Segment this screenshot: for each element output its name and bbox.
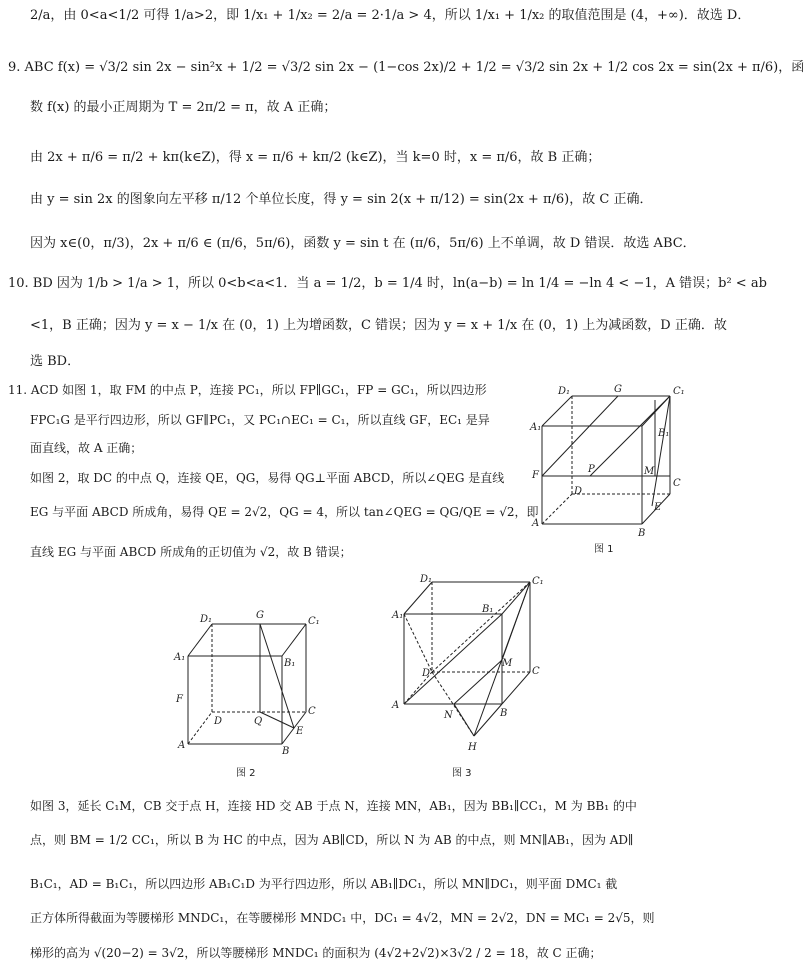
text-line: 如图 3，延长 C₁M，CB 交于点 H，连接 HD 交 AB 于点 N，连接 MN，AB₁，因为 BB₁∥CC₁，M 为 BB₁ 的中 <box>30 799 637 813</box>
text-line: 点，则 BM = 1/2 CC₁，所以 B 为 HC 的中点，因为 AB∥CD，所以 N 为 AB 的中点，则 MN∥AB₁，因为 AD∥ <box>30 833 634 847</box>
figure-3-caption: 图 3 <box>452 768 472 779</box>
label-Q: Q <box>254 716 263 727</box>
text-line: 数 f(x) 的最小正周期为 T = 2π/2 = π，故 A 正确； <box>30 100 337 115</box>
label-D1: D₁ <box>420 574 433 585</box>
text-line: 选 BD． <box>30 354 81 369</box>
label-P: P <box>588 464 595 475</box>
label-E: E <box>654 502 662 513</box>
label-C: C <box>308 706 316 717</box>
label-D: D <box>574 486 583 497</box>
label-C: C <box>532 666 540 677</box>
label-A1: A₁ <box>392 610 404 621</box>
label-B1: B₁ <box>658 428 670 439</box>
text-line: 正方体所得截面为等腰梯形 MNDC₁，在等腰梯形 MNDC₁ 中，DC₁ = 4√2，MN = 2√2，DN = MC₁ = 2√5，则 <box>30 911 655 925</box>
text-line: 由 2x + π/6 = π/2 + kπ(k∈Z)，得 x = π/6 + kπ/2 (k∈Z)，当 k=0 时，x = π/6，故 B 正确； <box>30 150 601 165</box>
label-G: G <box>614 384 622 395</box>
label-D: D <box>422 668 431 679</box>
figure-2-caption: 图 2 <box>236 768 256 779</box>
text-line: <1，B 正确；因为 y = x − 1/x 在 (0，1) 上为增函数，C 错误；因为 y = x + 1/x 在 (0，1) 上为减函数，D 正确．故 <box>30 318 727 333</box>
label-N: N <box>444 710 453 721</box>
figure-1-cube <box>530 378 690 538</box>
text-line: 由 y = sin 2x 的图象向左平移 π/12 个单位长度，得 y = sin 2(x + π/12) = sin(2x + π/6)，故 C 正确． <box>30 192 653 207</box>
figure-1-caption: 图 1 <box>594 544 614 555</box>
label-A: A <box>178 740 186 751</box>
text-line: 11. ACD 如图 1，取 FM 的中点 P，连接 PC₁，所以 FP∥GC₁，FP = GC₁，所以四边形 <box>8 383 487 397</box>
label-C1: C₁ <box>673 386 685 397</box>
label-A1: A₁ <box>174 652 186 663</box>
text-line: 2/a，由 0<a<1/2 可得 1/a>2，即 1/x₁ + 1/x₂ = 2/a = 2·1/a > 4，所以 1/x₁ + 1/x₂ 的取值范围是 (4，+∞)．故选 D． <box>30 8 751 23</box>
label-F: F <box>176 694 183 705</box>
label-D1: D₁ <box>200 614 213 625</box>
label-B: B <box>638 528 646 539</box>
text-line: 直线 EG 与平面 ABCD 所成角的正切值为 √2，故 B 错误； <box>30 545 352 559</box>
text-line: EG 与平面 ABCD 所成角，易得 QE = 2√2，QG = 4，所以 tan∠QEG = QG/QE = √2，即 <box>30 505 539 519</box>
figure-2-cube <box>170 606 330 758</box>
label-B1: B₁ <box>284 658 296 669</box>
label-A1: A₁ <box>530 422 542 433</box>
label-A: A <box>532 518 540 529</box>
label-C1: C₁ <box>532 576 544 587</box>
label-C: C <box>673 478 681 489</box>
label-D1: D₁ <box>558 386 571 397</box>
text-line: 因为 x∈(0，π/3)，2x + π/6 ∈ (π/6，5π/6)，函数 y = sin t 在 (π/6，5π/6) 上不单调，故 D 错误．故选 ABC． <box>30 236 696 251</box>
label-F: F <box>532 470 539 481</box>
text-line: 面直线，故 A 正确； <box>30 441 143 455</box>
label-B: B <box>282 746 290 757</box>
label-A: A <box>392 700 400 711</box>
label-M: M <box>644 466 655 477</box>
text-line: B₁C₁，AD = B₁C₁，所以四边形 AB₁C₁D 为平行四边形，所以 AB₁∥DC₁，所以 MN∥DC₁，则平面 DMC₁ 截 <box>30 877 618 891</box>
label-G: G <box>256 610 264 621</box>
text-line: 如图 2，取 DC 的中点 Q，连接 QE，QG，易得 QG⊥平面 ABCD，所以∠QEG 是直线 <box>30 471 505 485</box>
text-line: 9. ABC f(x) = √3/2 sin 2x − sin²x + 1/2 = √3/2 sin 2x − (1−cos 2x)/2 + 1/2 = √3/2 sin 2x + 1/2 cos 2x = sin(2x + π/6)，函 <box>8 60 804 75</box>
label-E: E <box>296 726 304 737</box>
label-B: B <box>500 708 508 719</box>
label-B1: B₁ <box>482 604 494 615</box>
text-line: 梯形的高为 √(20−2) = 3√2，所以等腰梯形 MNDC₁ 的面积为 (4√2+2√2)×3√2 / 2 = 18，故 C 正确； <box>30 946 602 960</box>
text-line: FPC₁G 是平行四边形，所以 GF∥PC₁，又 PC₁∩EC₁ = C₁，所以直线 GF，EC₁ 是异 <box>30 413 490 427</box>
label-D: D <box>214 716 223 727</box>
figure-3-cube <box>390 574 550 760</box>
text-line: 10. BD 因为 1/b > 1/a > 1，所以 0<b<a<1．当 a = 1/2，b = 1/4 时，ln(a−b) = ln 1/4 = −ln 4 < −1，A 错误；b² < ab <box>8 276 767 291</box>
label-C1: C₁ <box>308 616 320 627</box>
label-H: H <box>468 742 477 753</box>
label-M: M <box>502 658 513 669</box>
